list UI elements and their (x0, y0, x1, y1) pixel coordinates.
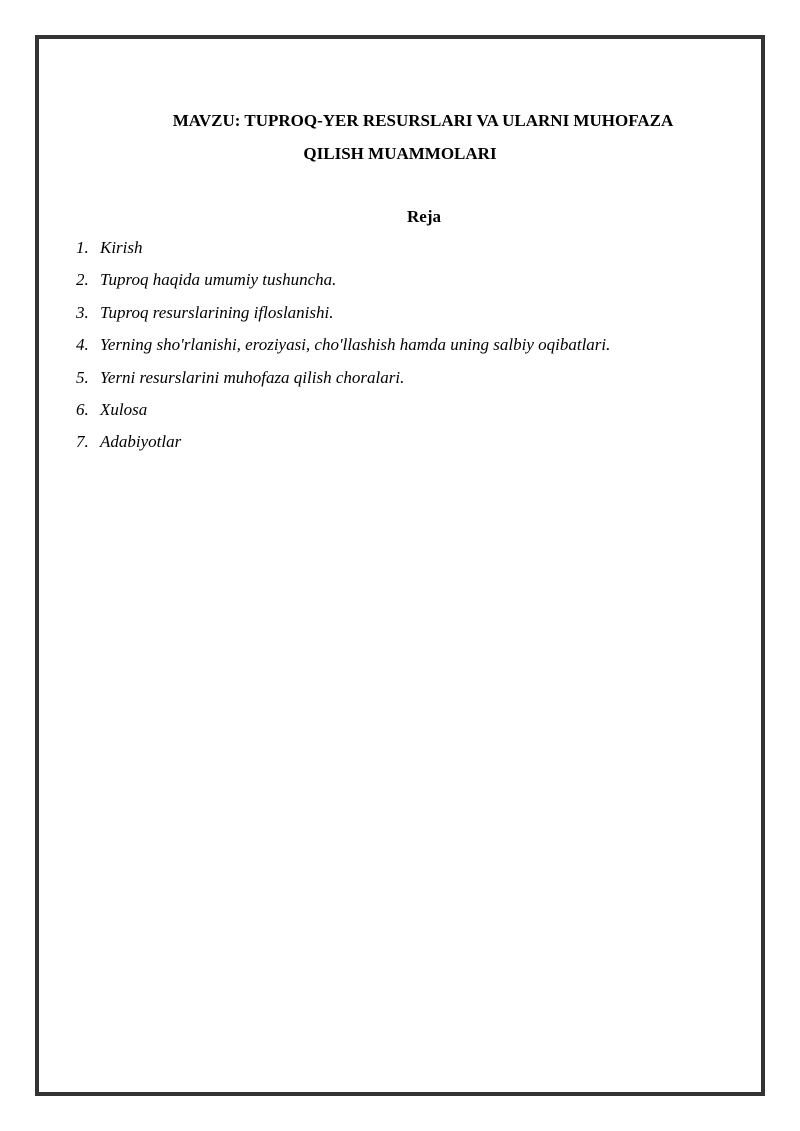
page-border (35, 35, 765, 1096)
plan-item (76, 238, 610, 270)
plan-item-text: Tuproq haqida umumiy tushuncha. (100, 270, 337, 290)
plan-heading: Reja (407, 207, 441, 226)
plan-item-text: Yerni resurslarini muhofaza qilish choralari. (100, 367, 405, 387)
plan-item-number: 5. (76, 367, 89, 387)
plan-item (76, 303, 610, 335)
plan-item-text: Xulosa (100, 399, 148, 419)
plan-item-text: Adabiyotlar (100, 432, 182, 452)
plan-item-number: 1. (76, 238, 89, 257)
document-title-line-1: MAVZU: TUPROQ-YER RESURSLARI VA ULARNI MUHOFAZA (172, 111, 674, 130)
plan-item-text: Tuproq resurslarining ifloslanishi. (100, 302, 334, 322)
plan-item-number: 2. (76, 270, 89, 290)
plan-item-text: Yerning sho'rlanishi, eroziyasi, cho'llashish hamda uning salbiy oqibatlari. (100, 335, 611, 355)
document-title-line-2: QILISH MUAMMOLARI (303, 144, 497, 163)
plan-item-number: 7. (76, 432, 89, 452)
plan-item-number: 6. (76, 399, 89, 419)
plan-item (76, 432, 610, 464)
plan-item-text: Kirish (100, 238, 143, 257)
plan-item (76, 335, 610, 367)
plan-item-number: 4. (76, 335, 89, 355)
plan-item (76, 400, 610, 432)
plan-item (76, 270, 610, 302)
plan-list (76, 238, 610, 465)
plan-item-number: 3. (76, 302, 89, 322)
plan-item (76, 368, 610, 400)
